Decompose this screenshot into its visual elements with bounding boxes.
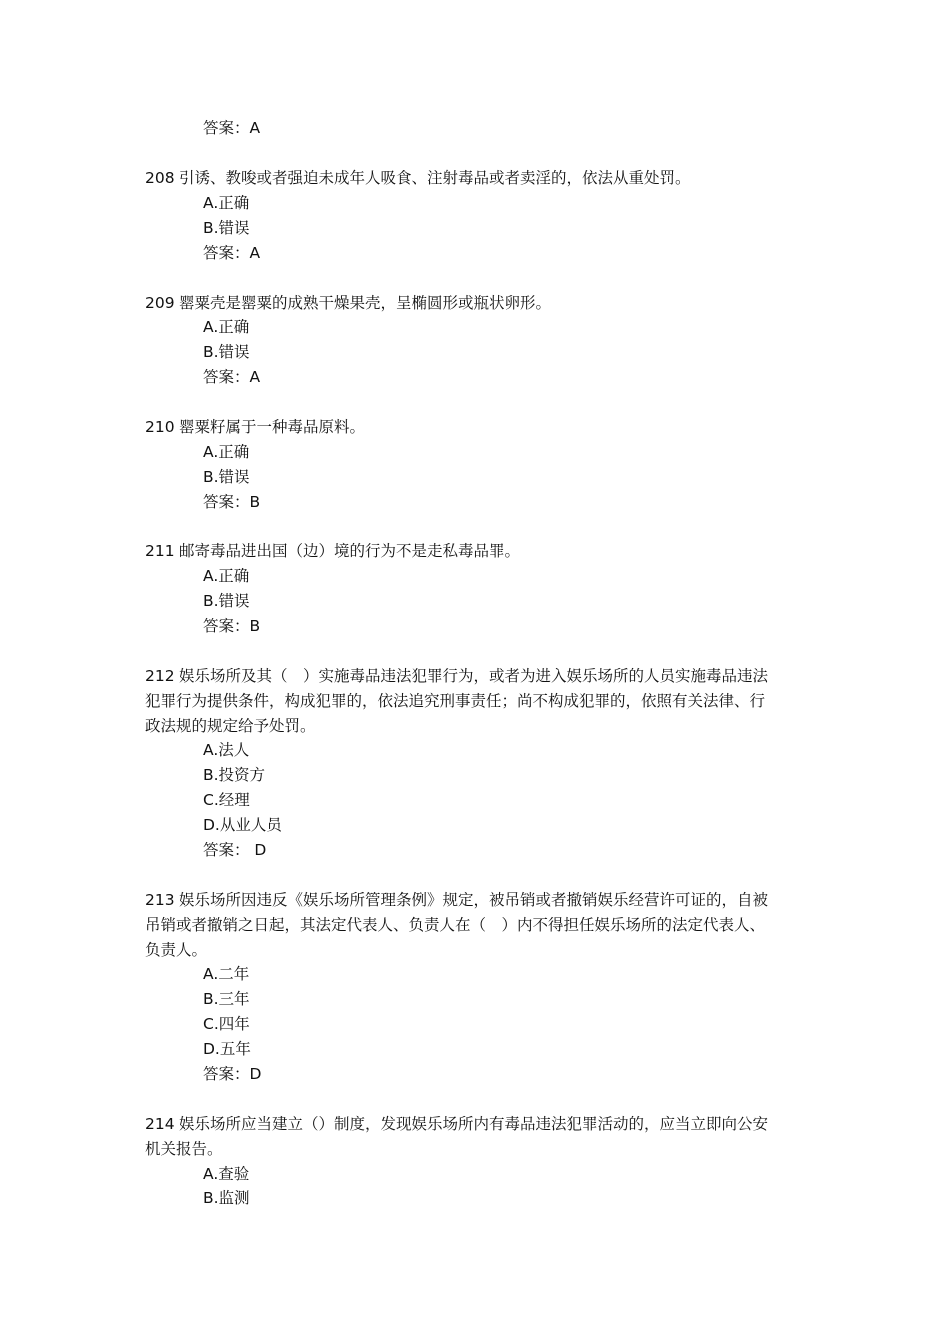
question-line: 负责人。 [145,941,208,959]
option-a: A.正确 [203,194,250,212]
option-a: A.正确 [203,318,250,336]
question-number: 208 [145,169,175,187]
option-a: A.查验 [203,1165,250,1183]
question-211-text [145,541,520,561]
question-number: 214 [145,1115,175,1133]
question-214-text [145,1114,768,1134]
answer-line: 答案：B [203,617,261,635]
option-d: D.从业人员 [203,816,282,834]
question-212-text [145,666,768,686]
question-number: 209 [145,294,175,312]
option-b: B.错误 [203,343,250,361]
question-number: 212 [145,667,175,685]
question-209-text [145,293,551,313]
answer-line: 答案：A [203,119,261,137]
option-c: C.四年 [203,1015,250,1033]
question-line: 娱乐场所因违反《娱乐场所管理条例》规定，被吊销或者撤销娱乐经营许可证的，自被 [179,891,769,909]
question-210-text [145,417,365,437]
option-b: B.投资方 [203,766,266,784]
question-line: 犯罪行为提供条件，构成犯罪的，依法追究刑事责任；尚不构成犯罪的，依照有关法律、行 [145,692,766,710]
question-line: 罂粟壳是罂粟的成熟干燥果壳，呈椭圆形或瓶状卵形。 [179,294,552,312]
question-number: 211 [145,542,175,560]
question-line: 机关报告。 [145,1140,223,1158]
answer-line: 答案：B [203,493,261,511]
answer-line: 答案：A [203,368,261,386]
option-b: B.错误 [203,592,250,610]
option-c: C.经理 [203,791,250,809]
option-b: B.错误 [203,468,250,486]
question-number: 213 [145,891,175,909]
answer-line: 答案：D [203,1065,262,1083]
question-213-text [145,890,768,910]
option-d: D.五年 [203,1040,251,1058]
option-a: A.二年 [203,965,250,983]
option-a: A.正确 [203,443,250,461]
question-208-text [145,168,691,188]
option-a: A.正确 [203,567,250,585]
option-b: B.监测 [203,1189,250,1207]
question-line: 政法规的规定给予处罚。 [145,717,316,735]
question-line: 吊销或者撤销之日起，其法定代表人、负责人在（ ）内不得担任娱乐场所的法定代表人、 [145,916,766,934]
question-line: 邮寄毒品进出国（边）境的行为不是走私毒品罪。 [179,542,521,560]
question-line: 娱乐场所及其（ ）实施毒品违法犯罪行为，或者为进入娱乐场所的人员实施毒品违法 [179,667,769,685]
option-b: B.三年 [203,990,250,1008]
option-a: A.法人 [203,741,250,759]
question-line: 娱乐场所应当建立（）制度，发现娱乐场所内有毒品违法犯罪活动的，应当立即向公安 [179,1115,769,1133]
option-b: B.错误 [203,219,250,237]
question-line: 罂粟籽属于一种毒品原料。 [179,418,366,436]
question-line: 引诱、教唆或者强迫未成年人吸食、注射毒品或者卖淫的，依法从重处罚。 [179,169,691,187]
question-number: 210 [145,418,175,436]
answer-line: 答案： D [203,841,267,859]
answer-line: 答案：A [203,244,261,262]
